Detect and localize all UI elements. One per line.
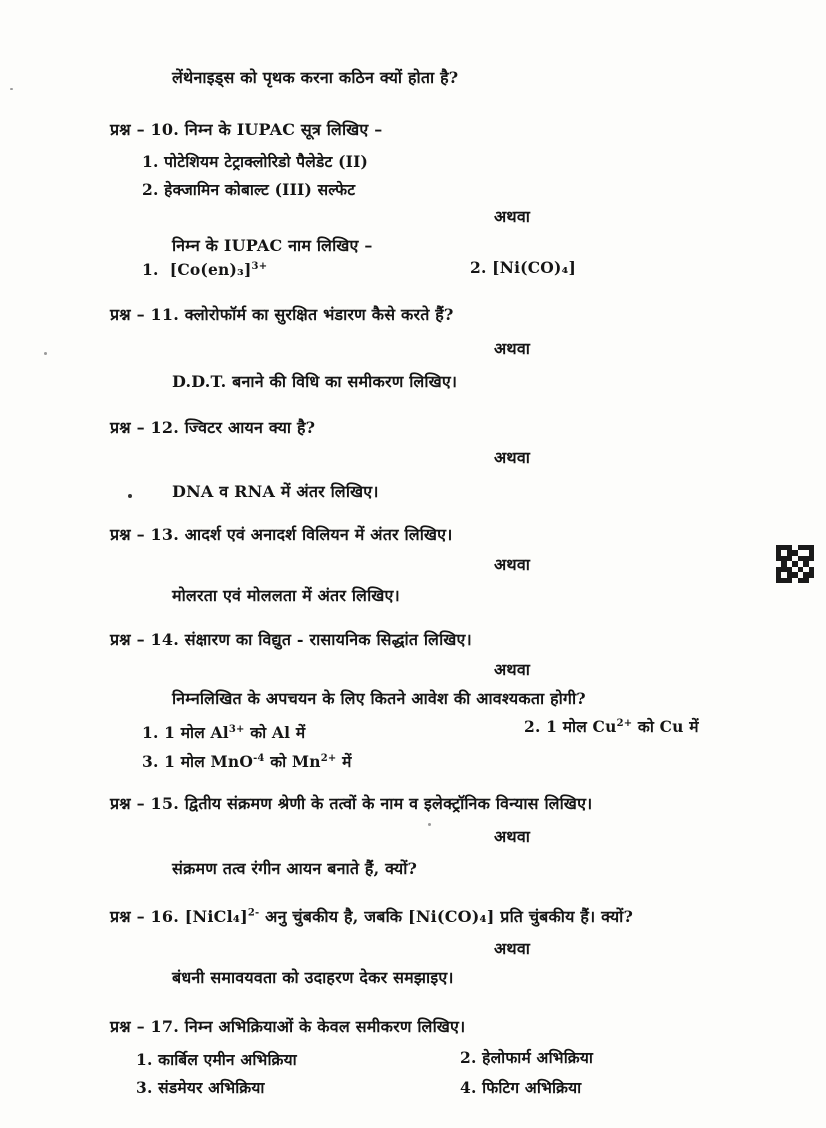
or-label: अथवा bbox=[494, 207, 531, 226]
question-text: द्वितीय संक्रमण श्रेणी के तत्वों के नाम व इलेक्ट्रॉनिक विन्यास लिखिए। bbox=[184, 794, 593, 813]
list-item bbox=[524, 715, 699, 737]
or-label: अथवा bbox=[494, 660, 531, 679]
question-text: संक्षारण का विद्युत - रासायनिक सिद्धांत लिखिए। bbox=[184, 630, 472, 649]
list-item: 4. फिटिग अभिक्रिया bbox=[460, 1078, 582, 1097]
question-10 bbox=[110, 118, 382, 140]
alt-question-text: बंधनी समावयवता को उदाहरण देकर समझाइए। bbox=[172, 968, 454, 987]
question-label: प्रश्न – 15. bbox=[110, 794, 179, 813]
question-label: प्रश्न – 11. bbox=[110, 305, 179, 324]
question-text: ज्विटर आयन क्या है? bbox=[184, 418, 316, 437]
list-item: 1. पोटेशियम टेट्राक्लोरिडो पैलेडेट (II) bbox=[142, 152, 369, 171]
item-superscript: 2+ bbox=[616, 717, 633, 729]
alt-question-text: DNA व RNA में अंतर लिखिए। bbox=[172, 482, 379, 501]
item-text: 1. 1 मोल Al bbox=[142, 723, 229, 742]
list-item: 2. हेक्जामिन कोबाल्ट (III) सल्फेट bbox=[142, 180, 356, 199]
list-item: 3. संडमेयर अभिक्रिया bbox=[136, 1078, 265, 1097]
item-formula: [Co(en)₃] bbox=[169, 260, 252, 279]
list-item: 1. कार्बिल एमीन अभिक्रिया bbox=[136, 1050, 297, 1069]
list-item: 2. हेलोफार्म अभिक्रिया bbox=[460, 1048, 594, 1067]
question-label: प्रश्न – 13. bbox=[110, 525, 179, 544]
item-text: को Mn bbox=[264, 752, 321, 771]
question-11 bbox=[110, 303, 454, 325]
question-text: अनु चुंबकीय है, जबकि [Ni(CO)₄] प्रति चुंबकीय हैं। क्यों? bbox=[259, 907, 634, 926]
list-item bbox=[142, 750, 352, 772]
question-text: क्लोरोफॉर्म का सुरक्षित भंडारण कैसे करते हैं? bbox=[184, 305, 454, 324]
or-label: अथवा bbox=[494, 939, 531, 958]
question-label: प्रश्न – 12. bbox=[110, 418, 179, 437]
question-15 bbox=[110, 792, 592, 814]
alt-question-text: संक्रमण तत्व रंगीन आयन बनाते हैं, क्यों? bbox=[172, 859, 418, 878]
item-text: 3. 1 मोल MnO bbox=[142, 752, 254, 771]
list-item bbox=[142, 721, 305, 743]
scan-speck bbox=[10, 88, 13, 90]
or-label: अथवा bbox=[494, 827, 531, 846]
item-number: 1. bbox=[142, 260, 159, 279]
item-superscript: -4 bbox=[253, 752, 265, 764]
item-text: 2. 1 मोल Cu bbox=[524, 717, 617, 736]
alt-question-text: निम्नलिखित के अपचयन के लिए कितने आवेश की आवश्यकता होगी? bbox=[172, 689, 586, 708]
alt-question-text: D.D.T. बनाने की विधि का समीकरण लिखिए। bbox=[172, 372, 458, 391]
question-text: निम्न अभिक्रियाओं के केवल समीकरण लिखिए। bbox=[184, 1017, 466, 1036]
or-label: अथवा bbox=[494, 555, 531, 574]
alt-question-text: मोलरता एवं मोललता में अंतर लिखिए। bbox=[172, 586, 400, 605]
scan-speck bbox=[44, 352, 47, 355]
item-text: को Al में bbox=[244, 723, 306, 742]
scan-speck bbox=[428, 823, 431, 826]
item-superscript: 2+ bbox=[320, 752, 337, 764]
item-text: में bbox=[336, 752, 352, 771]
question-17 bbox=[110, 1015, 465, 1037]
question-fragment: लेंथेनाइड्स को पृथक करना कठिन क्यों होता है? bbox=[172, 68, 459, 87]
scan-speck bbox=[128, 494, 132, 498]
question-12 bbox=[110, 416, 315, 438]
question-14 bbox=[110, 628, 472, 650]
question-label: प्रश्न – 16. bbox=[110, 907, 179, 926]
question-text: निम्न के IUPAC सूत्र लिखिए – bbox=[184, 120, 383, 139]
question-text: आदर्श एवं अनादर्श विलियन में अंतर लिखिए। bbox=[184, 525, 453, 544]
or-label: अथवा bbox=[494, 339, 531, 358]
formula-superscript: 2- bbox=[247, 907, 260, 919]
item-superscript: 3+ bbox=[228, 723, 245, 735]
question-13 bbox=[110, 523, 452, 545]
formula-superscript: 3+ bbox=[251, 260, 268, 272]
list-item bbox=[142, 260, 267, 279]
or-label: अथवा bbox=[494, 448, 531, 467]
question-16 bbox=[110, 905, 633, 927]
question-formula: [NiCl₄] bbox=[184, 907, 248, 926]
list-item: 2. [Ni(CO)₄] bbox=[470, 258, 576, 277]
question-label: प्रश्न – 14. bbox=[110, 630, 179, 649]
alt-question-text: निम्न के IUPAC नाम लिखिए – bbox=[172, 236, 373, 255]
qr-code bbox=[776, 545, 814, 583]
item-text: को Cu में bbox=[632, 717, 699, 736]
question-label: प्रश्न – 10. bbox=[110, 120, 179, 139]
question-label: प्रश्न – 17. bbox=[110, 1017, 179, 1036]
